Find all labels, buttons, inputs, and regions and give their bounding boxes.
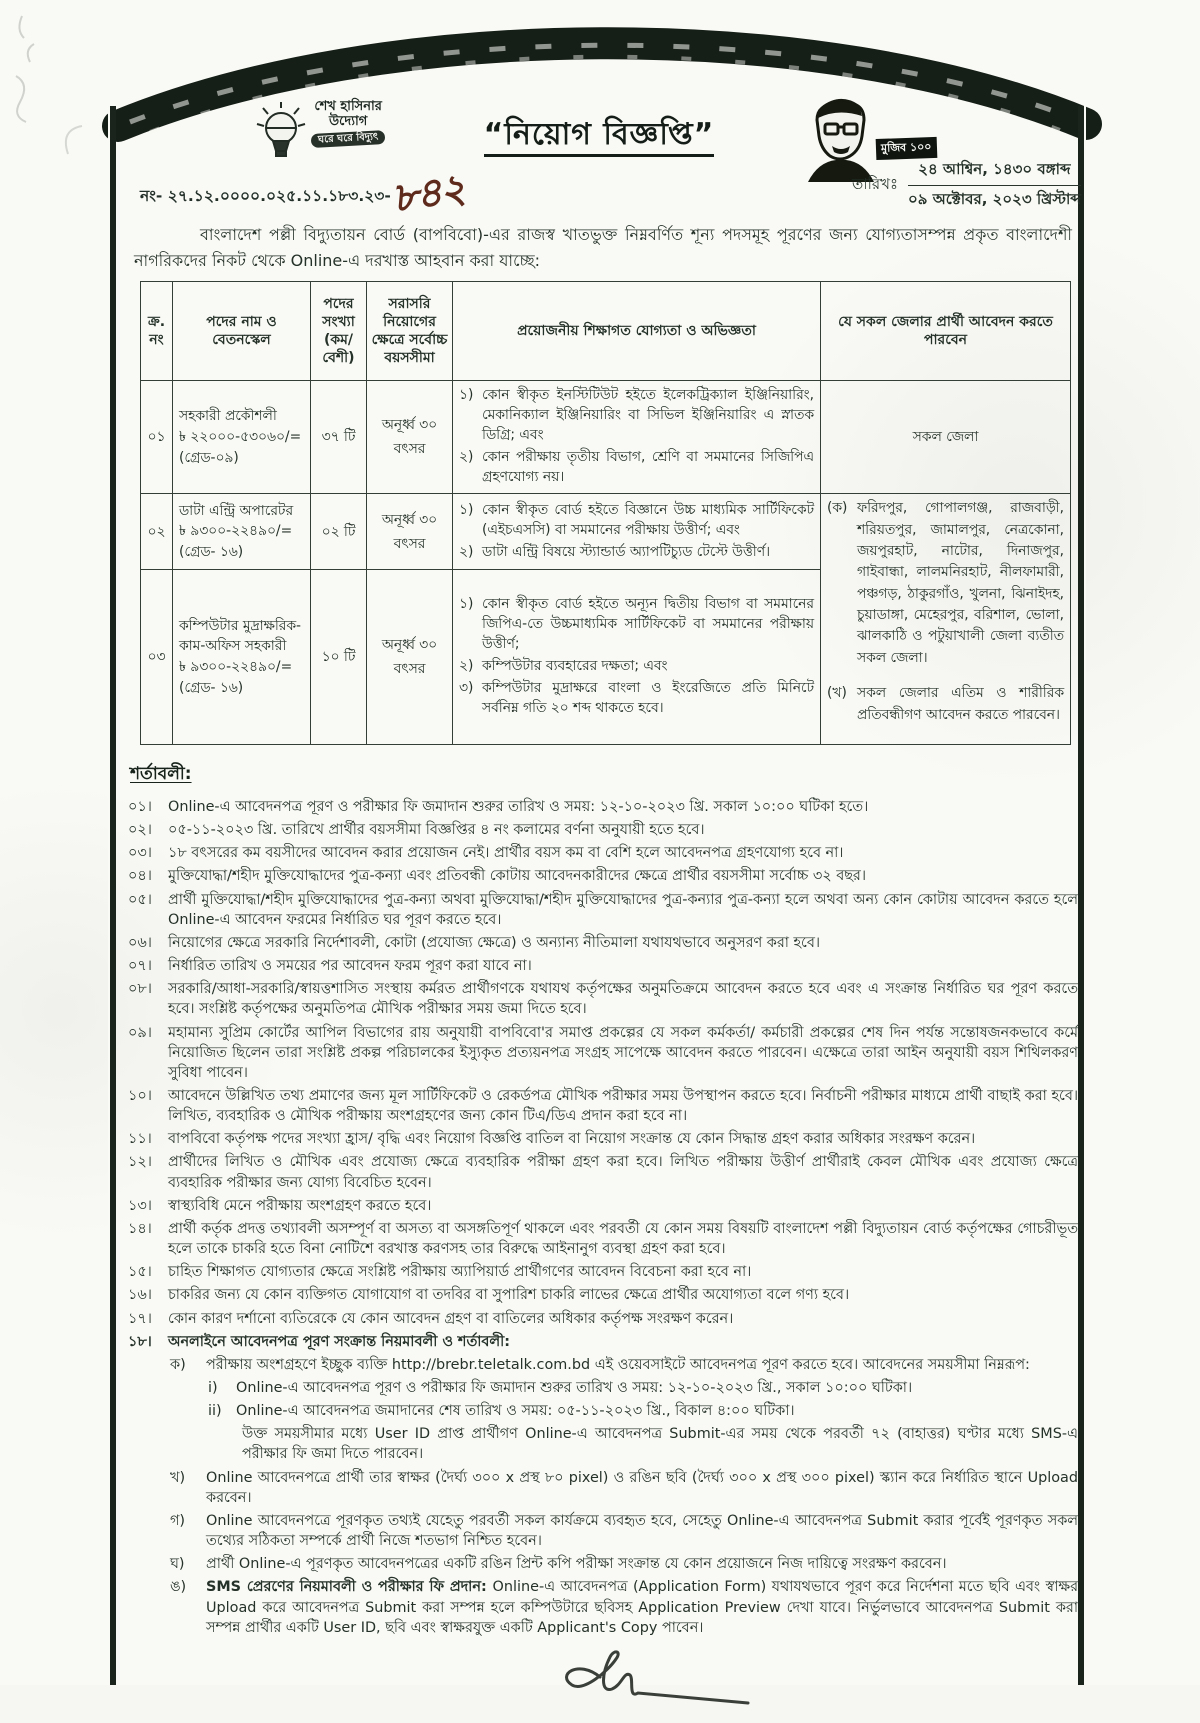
term-text: মুক্তিযোদ্ধা/শহীদ মুক্তিযোদ্ধাদের পুত্র-কন্যা এবং প্রতিবন্ধী কোটায় আবেদনকারীদের ক্ষেত্রে প্রার্থীর বয়সসীমা সর্বোচ্চ ৩২ বছর। [168, 868, 866, 885]
notice-body [128, 222, 1078, 1723]
term-number: ০৪। [128, 868, 152, 885]
term-item [128, 1332, 1078, 1352]
term-number: ঘ) [170, 1556, 185, 1573]
term-item [128, 979, 1078, 1019]
term-text: প্রার্থী মুক্তিযোদ্ধা/শহীদ মুক্তিযোদ্ধাদের পুত্র-কন্যা অথবা মুক্তিযোদ্ধা/শহীদ মুক্তিযোদ্ধাদের পুত্র-কন্যার পুত্র-কন্যা হলে অথবা অন্য কোন কোটায় আবেদন করতে হলে Online-এ আবেদন ফরমের নির্ধারিত ঘর পূরণ করতে হবে। [168, 891, 1078, 928]
term-number: ০৮। [128, 981, 152, 998]
terms-heading: শর্তাবলী: [130, 763, 192, 784]
cell-serial: ০১ [141, 381, 173, 494]
col-header-districts: যে সকল জেলার প্রার্থী আবেদন করতে পারবেন [821, 282, 1071, 381]
term-number: ০৩। [128, 845, 152, 862]
cell-count: ০২ টি [311, 494, 367, 570]
col-header-post: পদের নাম ও বেতনস্কেল [173, 282, 311, 381]
table-row [141, 381, 1071, 494]
term-item [128, 1219, 1078, 1259]
term-item [208, 1378, 1078, 1398]
reference-number [140, 165, 467, 223]
term-number: ১৭। [128, 1310, 152, 1327]
term-text: স্বাস্থ্যবিধি মেনে পরীক্ষায় অংশগ্রহণ করতে হবে। [168, 1197, 432, 1214]
term-number: ০১। [128, 798, 152, 815]
term-item [170, 1468, 1078, 1508]
term-item [128, 797, 1078, 817]
post-name: ডাটা এন্ট্রি অপারেটর [179, 502, 294, 519]
date-label: তারিখঃ [852, 175, 898, 193]
term-text: সরকারি/আধা-সরকারি/স্বায়ত্তশাসিত সংস্থায় কর্মরত প্রার্থীগণকে যথাযথ কর্তৃপক্ষের অনুমতিক্রমে আবেদন করতে হবে এবং এ সংক্রান্ত নির্ধারিত ঘর পূরণ করতে হবে। সংশ্লিষ্ট কর্তৃপক্ষের অনুমতিপত্র মৌখিক পরীক্ষার সময় জমা দিতে হবে। [168, 981, 1078, 1018]
term-number: ০৯। [128, 1024, 152, 1041]
term-text: চাহিত শিক্ষাগত যোগ্যতার ক্ষেত্রে সংশ্লিষ্ট পরীক্ষায় অ্যাপিয়ার্ড প্রার্থীগণের আবেদন বিবেচনা করা হবে না। [168, 1264, 752, 1281]
term-text: নির্ধারিত তারিখ ও সময়ের পর আবেদন ফরম পূরণ করা যাবে না। [168, 958, 532, 975]
term-number: ক) [170, 1356, 186, 1373]
cell-post [173, 570, 311, 745]
term-item [128, 1086, 1078, 1126]
term-text: SMS প্রেরণের নিয়মাবলী ও পরীক্ষার ফি প্রদান: Online-এ আবেদনপত্র (Application Form) যথাযথভাবে পূরণ করে নির্দেশনা মতে ছবি এবং স্বাক্ষর Upload করে আবেদনপত্র Submit করা সম্পন্ন হলে কম্পিউটারে ছবিসহ Application Preview দেখা যাবে। নির্ভুলভাবে আবেদনপত্র Submit করা সম্পন্ন প্রার্থীর একটি User ID, ছবি এবং স্বাক্ষরযুক্ত একটি Applicant's Copy পাবেন। [206, 1579, 1078, 1636]
date-gregorian: ০৯ অক্টোবর, ২০২৩ খ্রিস্টাব্দ [908, 190, 1081, 208]
reference-number-printed: নং- ২৭.১২.০০০০.০২৫.১১.১৮৩.২৩- [140, 187, 391, 205]
term-item [128, 1262, 1078, 1282]
term-text: Online-এ আবেদনপত্র পূরণ ও পরীক্ষার ফি জমাদান শুরুর তারিখ ও সময়: ১২-১০-২০২৩ খ্রি., সকাল ১০:০০ ঘটিকা। [236, 1380, 913, 1396]
term-number: ০৬। [128, 934, 152, 951]
term-item [128, 956, 1078, 976]
term-text: মহামান্য সুপ্রিম কোর্টের আপিল বিভাগের রায় অনুযায়ী বাপবিবো'র সমাপ্ত প্রকল্পের যে সকল কর্মকর্তা/ কর্মচারী প্রকল্পের শেষ দিন পর্যন্ত সন্তোষজনকভাবে কর্মে নিয়োজিত ছিলেন তারা সংশ্লিষ্ট প্রকল্প পরিচালকের ইস্যুকৃত প্রত্যয়নপত্র সংগ্রহ সাপেক্ষে আবেদন করতে পারবেন। এক্ষেত্রে তারা আইন অনুযায়ী বয়স শিথিলকরণ সুবিধা পাবেন। [168, 1024, 1078, 1081]
term-item [170, 1577, 1078, 1637]
pay-scale: ৳ ৯৩০০-২২৪৯০/= [179, 659, 293, 676]
cell-count: ৩৭ টি [311, 381, 367, 494]
post-name: সহকারী প্রকৌশলী [179, 408, 277, 425]
term-text: আবেদনে উল্লিখিত তথ্য প্রমাণের জন্য মূল সার্টিফিকেট ও রেকর্ডপত্র মৌখিক পরীক্ষার সময় উপস্থাপন করতে হবে। নির্বাচনী পরীক্ষার মাধ্যমে প্রার্থী বাছাই করা হবে। লিখিত, ব্যবহারিক ও মৌখিক পরীক্ষায় অংশগ্রহণের জন্য কোন টিএ/ডিএ প্রদান করা হবে না। [168, 1087, 1078, 1125]
term-number: ০৭। [128, 958, 152, 975]
term-number: ০৫। [128, 891, 152, 908]
term-text: Online-এ আবেদনপত্র জমাদানের শেষ তারিখ ও সময়: ০৫-১১-২০২৩ খ্রি., বিকাল ৪:০০ ঘটিকা। [236, 1403, 795, 1420]
pay-scale: ৳ ২২০০০-৫৩০৬০/= [179, 428, 302, 445]
term-number: ১৪। [128, 1220, 152, 1237]
term-item [128, 1023, 1078, 1083]
cell-qualification: ১) কোন স্বীকৃত বোর্ড হইতে বিজ্ঞানে উচ্চ মাধ্যমিক সার্টিফিকেট (এইচএসসি) বা সমমানের পরীক্ষায় উত্তীর্ণ; এবং ২) ডাটা এন্ট্রি বিষয়ে স্ট্যান্ডার্ড অ্যাপটিচ্যুড টেস্টে উত্তীর্ণ। [453, 494, 821, 570]
term-text: প্রার্থী কর্তৃক প্রদত্ত তথ্যাবলী অসম্পূর্ণ বা অসত্য বা অসঙ্গতিপূর্ণ থাকলে এবং পরবর্তী যে কোন সময় বিষয়টি বাংলাদেশ পল্লী বিদ্যুতায়ন বোর্ড কর্তৃপক্ষের গোচরীভূত হলে তাকে চাকরি হতে বিনা নোটিশে বরখাস্ত করণসহ তার বিরুদ্ধে আইনানুগ ব্যবস্থা গ্রহণ করা হবে। [168, 1220, 1078, 1258]
term-item [128, 890, 1078, 930]
cell-age: অনূর্ধ্ব ৩০ বৎসর [367, 494, 453, 570]
cell-count: ১০ টি [311, 570, 367, 745]
term-text: নিয়োগের ক্ষেত্রে সরকারি নির্দেশাবলী, কোটা (প্রযোজ্য ক্ষেত্রে) ও অন্যান্য নীতিমালা যথাযথভাবে অনুসরণ করা হবে। [168, 934, 821, 951]
term-number: ০২। [128, 822, 152, 839]
cell-districts-merged: (ক) ফরিদপুর, গোপালগঞ্জ, রাজবাড়ী, শরিয়তপুর, জামালপুর, নেত্রকোনা, জয়পুরহাট, নাটোর, দিনাজপুর, গাইবান্ধা, লালমনিরহাট, নীলফামারী, পঞ্চগড়, ঠাকুরগাঁও, খুলনা, ঝিনাইদহ, চুয়াডাঙ্গা, মেহেরপুর, বরিশাল, ভোলা, ঝালকাঠি ও পটুয়াখালী জেলা ব্যতীত সকল জেলা। (খ) সকল জেলার এতিম ও শারীরিক প্রতিবন্ধীগণ আবেদন করতে পারবেন। [821, 494, 1071, 745]
term-text: অনলাইনে আবেদনপত্র পূরণ সংক্রান্ত নিয়মাবলী ও শর্তাবলী: [168, 1333, 511, 1350]
cell-serial: ০২ [141, 494, 173, 570]
date-bangla: ২৪ আশ্বিন, ১৪৩০ বঙ্গাব্দ [908, 158, 1081, 186]
term-number: ১২। [128, 1154, 152, 1171]
term-number: ১১। [128, 1131, 152, 1148]
page-title: “নিয়োগ বিজ্ঞপ্তি” [120, 110, 1078, 161]
term-number: ii) [208, 1403, 222, 1420]
col-header-serial: ক্র. নং [141, 282, 173, 381]
mujib-100-label: মুজিব ১০০ [876, 137, 937, 160]
intro-paragraph: বাংলাদেশ পল্লী বিদ্যুতায়ন বোর্ড (বাপবিবো)-এর রাজস্ব খাতভুক্ত নিম্নবর্ণিত শূন্য পদসমূহ পূরণের জন্য যোগ্যতাসম্পন্ন প্রকৃত বাংলাদেশী নাগরিকদের নিকট থেকে Online-এ দরখাস্ত আহবান করা যাচ্ছে: [134, 225, 1072, 270]
post-name: কম্পিউটার মুদ্রাক্ষরিক-কাম-অফিস সহকারী [179, 617, 301, 655]
term-item [170, 1511, 1078, 1551]
term-number: ১৫। [128, 1264, 152, 1281]
grade: (গ্রেড-০৯) [179, 449, 239, 466]
term-number: ১৮। [128, 1333, 152, 1350]
date-block [852, 158, 1081, 213]
term-item [128, 1129, 1078, 1149]
term-item [170, 1554, 1078, 1574]
term-text: কোন কারণ দর্শানো ব্যতিরেকে যে কোন আবেদন গ্রহণ বা বাতিলের অধিকার কর্তৃপক্ষ সংরক্ষণ করেন। [168, 1310, 734, 1327]
grade: (গ্রেড- ১৬) [179, 679, 244, 696]
term-item [128, 1152, 1078, 1192]
term-number: খ) [170, 1469, 186, 1486]
table-row [141, 494, 1071, 570]
term-text: Online আবেদনপত্রে পূরণকৃত তথ্যই যেহেতু পরবর্তী সকল কার্যক্রমে ব্যবহৃত হবে, সেহেতু Online-এ আবেদনপত্র Submit করার পূর্বেই পূরণকৃত সকল তথ্যের সঠিকতা সম্পর্কে প্রার্থী নিজে শতভাগ নিশ্চিত হবেন। [206, 1512, 1078, 1550]
term-item [128, 820, 1078, 840]
pay-scale: ৳ ৯৩০০-২২৪৯০/= [179, 523, 293, 540]
term-text: ০৫-১১-২০২৩ খ্রি. তারিখে প্রার্থীর বয়সসীমা বিজ্ঞপ্তির ৪ নং কলামের বর্ণনা অনুযায়ী হতে হবে। [168, 822, 705, 839]
right-frame-border [1078, 106, 1086, 1685]
term-item [128, 1196, 1078, 1216]
term-text: পরীক্ষায় অংশগ্রহণে ইচ্ছুক ব্যক্তি http://brebr.teletalk.com.bd এই ওয়েবসাইটে আবেদনপত্র পূরণ করতে হবে। আবেদনের সময়সীমা নিম্নরূপ: [206, 1356, 1030, 1373]
cell-age: অনূর্ধ্ব ৩০ বৎসর [367, 381, 453, 494]
term-text: প্রার্থীদের লিখিত ও মৌখিক এবং প্রযোজ্য ক্ষেত্রে ব্যবহারিক পরীক্ষা গ্রহণ করা হবে। লিখিত পরীক্ষায় উত্তীর্ণ প্রার্থীরাই কেবল মৌখিক এবং প্রযোজ্য ক্ষেত্রে ব্যবহারিক পরীক্ষার জন্য যোগ্য বিবেচিত হবেন। [168, 1154, 1078, 1191]
logo-left-ribbon: ঘরে ঘরে বিদ্যুৎ [311, 130, 386, 147]
term-item [128, 1285, 1078, 1305]
term-item [170, 1355, 1078, 1375]
term-number: ঙ) [170, 1579, 187, 1596]
term-number: i) [208, 1380, 218, 1396]
cell-age: অনূর্ধ্ব ৩০ বৎসর [367, 570, 453, 745]
left-frame-border [108, 106, 116, 1685]
signature [538, 1641, 1078, 1723]
term-number: ১৩। [128, 1197, 152, 1214]
term-text: Online আবেদনপত্রে প্রার্থী তার স্বাক্ষর (দৈর্ঘ্য ৩০০ x প্রস্থ ৮০ pixel) ও রঙিন ছবি (দৈর্ঘ্য ৩০০ x প্রস্থ ৩০০ pixel) স্ক্যান করে নির্ধারিত স্থানে Upload করবেন। [206, 1469, 1078, 1506]
reference-number-handwritten: ৮৪২ [388, 165, 467, 223]
term-item [208, 1401, 1078, 1421]
cell-post [173, 494, 311, 570]
col-header-qualification: প্রয়োজনীয় শিক্ষাগত যোগ্যতা ও অভিজ্ঞতা [453, 282, 821, 381]
table-header-row [141, 282, 1071, 381]
term-number: ১৬। [128, 1287, 152, 1304]
term-number: ১০। [128, 1087, 152, 1104]
term-text: ১৮ বৎসরের কম বয়সীদের আবেদন করার প্রয়োজন নেই। প্রার্থীর বয়স কম বা বেশি হলে আবেদনপত্র গ্রহণযোগ্য হবে না। [168, 845, 844, 862]
logo-left-text-2: উদ্যোগ [329, 113, 368, 129]
term-item [128, 866, 1078, 886]
term-text: চাকরির জন্য যে কোন ব্যক্তিগত যোগাযোগ বা তদবির বা সুপারিশ চাকরি লাভের ক্ষেত্রে প্রার্থীর অযোগ্যতা বলে গণ্য হবে। [168, 1287, 850, 1304]
term-item [128, 933, 1078, 953]
vacancy-table [140, 281, 1071, 745]
cell-post [173, 381, 311, 494]
col-header-age: সরাসরি নিয়োগের ক্ষেত্রে সর্বোচ্চ বয়সসীমা [367, 282, 453, 381]
term-text: Online-এ আবেদনপত্র পূরণ ও পরীক্ষার ফি জমাদান শুরুর তারিখ ও সময়: ১২-১০-২০২৩ খ্রি. সকাল ১০:০০ ঘটিকা হতে। [168, 798, 869, 815]
grade: (গ্রেড- ১৬) [179, 544, 244, 560]
term-text: প্রার্থী Online-এ পূরণকৃত আবেদনপত্রের একটি রঙিন প্রিন্ট কপি পরীক্ষা সংক্রান্ত যে কোন প্রয়োজনে নিজ দায়িত্বে সংরক্ষণ করবেন। [206, 1556, 947, 1573]
cell-serial: ০৩ [141, 570, 173, 745]
logo-left-text-1: শেখ হাসিনার [314, 99, 382, 114]
term-text: বাপবিবো কর্তৃপক্ষ পদের সংখ্যা হ্রাস/ বৃদ্ধি এবং নিয়োগ বিজ্ঞপ্তি বাতিল বা নিয়োগ সংক্রান্ত যে কোন সিদ্ধান্ত গ্রহণ করার অধিকার সংরক্ষণ করেন। [168, 1131, 976, 1148]
signature-icon [538, 1641, 768, 1719]
term-number: গ) [170, 1512, 186, 1529]
term-item [128, 1309, 1078, 1329]
term-item [236, 1424, 1078, 1464]
cell-qualification: ১) কোন স্বীকৃত ইনস্টিটিউট হইতে ইলেকট্রিক্যাল ইঞ্জিনিয়ারিং, মেকানিক্যাল ইঞ্জিনিয়ারিং বা সিভিল ইঞ্জিনিয়ারিং এ স্নাতক ডিগ্রি; এবং ২) কোন পরীক্ষায় তৃতীয় বিভাগ, শ্রেণি বা সমমানের সিজিপিএ গ্রহণযোগ্য নয়। [453, 381, 821, 494]
term-text: উক্ত সময়সীমার মধ্যে User ID প্রাপ্ত প্রার্থীগণ Online-এ আবেদনপত্র Submit-এর সময় থেকে পরবর্তী ৭২ (বাহাত্তর) ঘণ্টার মধ্যে SMS-এ পরীক্ষার ফি জমা দিতে পারবেন। [242, 1426, 1078, 1463]
term-item [128, 843, 1078, 863]
col-header-count: পদের সংখ্যা (কম/ বেশী) [311, 282, 367, 381]
cell-districts: সকল জেলা [821, 381, 1071, 494]
terms-list [128, 797, 1078, 1638]
cell-qualification: ১) কোন স্বীকৃত বোর্ড হইতে অন্যূন দ্বিতীয় বিভাগ বা সমমানের জিপিএ-তে উচ্চমাধ্যমিক সার্টিফিকেট বা সমমানের পরীক্ষায় উত্তীর্ণ; ২) কম্পিউটার ব্যবহারের দক্ষতা; এবং ৩) কম্পিউটার মুদ্রাক্ষরে বাংলা ও ইংরেজিতে প্রতি মিনিটে সর্বনিম্ন গতি ২০ শব্দ থাকতে হবে। [453, 570, 821, 745]
